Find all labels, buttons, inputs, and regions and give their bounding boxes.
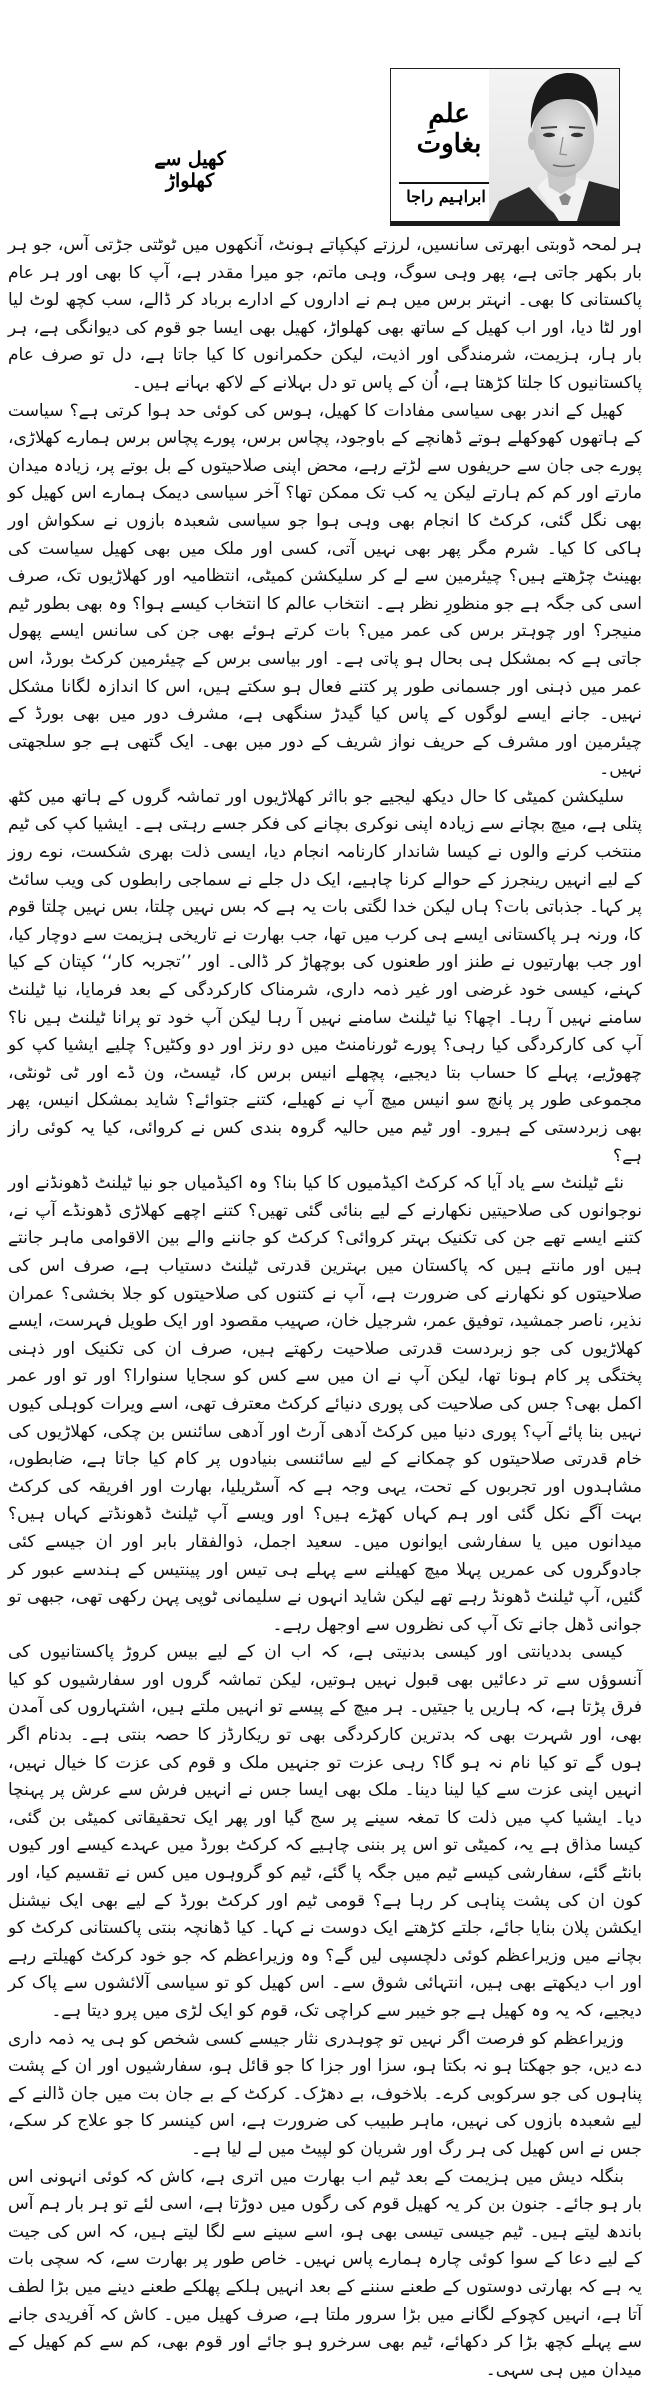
article-paragraph: کیسی بددیانتی اور کیسی بدنیتی ہے، کہ اب ان کے لیے بیس کروڑ پاکستانیوں کی آنسوؤں سے تر دعائیں بھی قبول نہیں ہوتیں، لیکن تماشہ گروں اور سفارشیوں کو کیا فرق پڑتا ہے، کہ ہاریں یا جیتیں۔ ہر میچ کے پیسے تو انہیں ملتے ہیں، اشتہاروں کی آمدن بھی، اور شہرت بھی کہ بدترین کارکردگی بھی تو ریکارڈز کا حصہ بنتی ہے۔ بدنام اگر ہوں گے تو کیا نام نہ ہو گا؟ رہی عزت تو جنہیں ملک و قوم کی عزت کا خیال نہیں، انہیں اپنی عزت سے کیا لینا دینا۔ ملک بھی ایسا جس نے انہیں فرش سے عرش پر پہنچا دیا۔ ایشیا کپ میں ذلت کا تمغہ سینے پر سج گیا اور پھر ایک تحقیقاتی کمیٹی بن گئی، کیسا مذاق ہے یہ، کمیٹی تو اس پر بننی چاہیے کہ کرکٹ بورڈ میں عہدے کیسے اور کیوں بانٹے گئے، سفارشی کیسے ٹیم میں جگہ پا گئے، ٹیم کو گروہوں میں کس نے تقسیم کیا، اور کون ان کی پشت پناہی کر رہا ہے؟ قومی ٹیم اور کرکٹ بورڈ کے لیے بھی ایک نیشنل ایکشن پلان بنایا جائے، جلتے کڑھتے ایک دوست نے کہا۔ کیا ڈھانچہ بنتی پاکستانی کرکٹ کو بچانے میں وزیراعظم کوئی دلچسپی لیں گے؟ وہ وزیراعظم کہ جو خود کرکٹ کھیلتے رہے اور اب دیکھتے بھی ہیں، انتہائی شوق سے۔ اس کھیل کو تو سیاسی آلائشوں سے پاک کر دیجیے، کہ یہ وہ کھیل ہے جو خیبر سے کراچی تک، قوم کو ایک لڑی میں پرو دیتا ہے۔ [8, 1642, 642, 2021]
article-paragraph: ہر لمحہ ڈوبتی ابھرتی سانسیں، لرزتے کپکپاتے ہونٹ، آنکھوں میں ٹوٹتی جڑتی آس، جو ہر بار بکھر جاتی ہے، پھر وہی سوگ، وہی ماتم، جو میرا مقدر ہے، آپ کا بھی اور ہر عام پاکستانی کا بھی۔ انہتر برس میں ہم نے اداروں کے ادارے برباد کر ڈالے، سب کچھ لوٹ لیا اور لٹا دیا، اور اب کھیل کے ساتھ بھی کھلواڑ، کھیل بھی ایسا جو قوم کی دیوانگی ہے، ہر بار ہار، ہزیمت، شرمندگی اور اذیت، لیکن حکمرانوں کا کیا جاتا ہے، دل تو صرف عام پاکستانیوں کا جلتا کڑھتا ہے، اُن کے پاس تو دل بہلانے کے لاکھ بہانے ہیں۔ [8, 235, 642, 393]
article-paragraph: کھیل کے اندر بھی سیاسی مفادات کا کھیل، ہوس کی کوئی حد ہوا کرتی ہے؟ سیاست کے ہاتھوں کھوکھلے ہوتے ڈھانچے کے باوجود، پچاس برس، پورے پچاس برس ہمارے کھلاڑی، پورے جی جان سے حریفوں سے لڑتے رہے، محض اپنی صلاحیتوں کے بل بوتے پر، زیادہ میدان مارتے اور کم کم ہارتے لیکن یہ کب تک ممکن تھا؟ آخر سیاسی دیمک ہمارے اس کھیل کو بھی نگل گئی، کرکٹ کا انجام بھی وہی ہوا جو سیاسی شعبدہ بازوں نے سکواش اور ہاکی کا کیا۔ شرم مگر پھر بھی نہیں آتی، کسی اور ملک میں بھی کھیل سیاست کی بھینٹ چڑھتے ہیں؟ چیئرمین سے لے کر سلیکشن کمیٹی، انتظامیہ اور کھلاڑیوں تک، صرف اسی کی جگہ ہے جو منظورِ نظر ہے۔ انتخاب عالم کا انتخاب کیسے ہوا؟ وہ بھی بطور ٹیم منیجر؟ اور چوہتر برس کی عمر میں؟ بات کرتے ہوئے بھی جن کی سانس ایسے پھول جاتی ہے کہ بمشکل ہی بحال ہو پاتی ہے۔ اور بیاسی برس کے چیئرمین کرکٹ بورڈ، اس عمر میں ذہنی اور جسمانی طور پر کتنے فعال ہو سکتے ہیں، اس کا اندازہ لگانا مشکل نہیں۔ جانے ایسے لوگوں کے پاس کیا گیدڑ سنگھی ہے، مشرف دور میں بھی بورڈ کے چیئرمین اور مشرف کے حریف نواز شریف کے دور میں بھی۔ ایک گتھی ہے جو سلجھتی نہیں۔ [8, 400, 642, 780]
article-paragraph: نئے ٹیلنٹ سے یاد آیا کہ کرکٹ اکیڈمیوں کا کیا بنا؟ وہ اکیڈمیاں جو نیا ٹیلنٹ ڈھونڈنے اور نوجوانوں کی صلاحیتیں نکھارنے کے لیے بنائی گئی تھیں؟ کتنے اچھے کھلاڑی ڈھونڈے آپ نے، کتنے ایسے تھے جن کی تکنیک بہتر کروائی؟ کرکٹ کو جاننے والے بین الاقوامی ماہر جانتے ہیں اور مانتے ہیں کہ پاکستان میں بہترین قدرتی ٹیلنٹ دستیاب ہے، صرف اس کی صلاحیتوں کو نکھارنے کی ضرورت ہے، آپ نے کتنوں کی صلاحیتوں کو جلا بخشی؟ عمران نذیر، ناصر جمشید، توفیق عمر، شرجیل خان، صہیب مقصود اور ایک طویل فہرست، ایسے کھلاڑیوں کی جو زبردست قدرتی صلاحیت رکھتے ہیں، صرف ان کی تکنیک اور ذہنی پختگی پر کام ہونا تھا، لیکن آپ نے ان میں سے کس کو سجایا سنوارا؟ اور تو اور عمر اکمل بھی؟ جس کی صلاحیت کی پوری دنیائے کرکٹ معترف تھی، اسے ویرات کوہلی کیوں نہیں بنا پائے آپ؟ پوری دنیا میں کرکٹ آدھی آرٹ اور آدھی سائنس بن چکی، کھلاڑیوں کی خام قدرتی صلاحیتوں کو چمکانے کے لیے سائنسی بنیادوں پر کام کیا جاتا ہے، ضابطوں، مشاہدوں اور تجربوں کے تحت، یہی وجہ ہے کہ آسٹریلیا، بھارت اور افریقہ کی کرکٹ بہت آگے نکل گئی اور ہم کہاں کھڑے ہیں؟ اور ویسے آپ ٹیلنٹ ڈھونڈتے کہاں ہیں؟ میدانوں میں یا سفارشی ایوانوں میں۔ سعید اجمل، ذوالفقار بابر اور ان جیسے کئی جادوگروں کی عمریں پہلا میچ کھیلنے سے پہلے ہی تیس اور پینتیس کے ہندسے عبور کر گئیں، آپ ٹیلنٹ ڈھونڈ رہے تھے لیکن شاید انہوں نے سلیمانی ٹوپی پہن رکھی تھی، جبھی تو جوانی ڈھل جانے تک آپ کی نظروں سے اوجھل رہے۔ [8, 1173, 642, 1635]
author-photo [489, 69, 619, 221]
article-headline: کھیل سے کھلواڑ [154, 148, 226, 192]
divider-rule [399, 182, 497, 184]
article-body [8, 232, 642, 2384]
article-paragraph: وزیراعظم کو فرصت اگر نہیں تو چوہدری نثار جیسے کسی شخص کو ہی یہ ذمہ داری دے دیں، جو جھکتا ہو نہ بکتا ہو، سزا اور جزا کا جو قائل ہو، سفارشیوں اور ان کے پشت پناہوں کی جو سرکوبی کرے۔ بلاخوف، بے دھڑک۔ کرکٹ کے بے جان بت میں جان ڈالنے کے لیے شعبدہ بازوں کی نہیں، ماہر طبیب کی ضرورت ہے، اس کینسر کا جو علاج کر سکے، جس نے اس کھیل کی ہر رگ اور شریان کو لپیٹ میں لے لیا ہے۔ [8, 2028, 642, 2159]
article-paragraph: بنگلہ دیش میں ہزیمت کے بعد ٹیم اب بھارت میں اتری ہے، کاش کہ کوئی انہونی اس بار ہو جائے۔ جنون بن کر یہ کھیل قوم کی رگوں میں دوڑتا ہے، اسی لئے تو ہر بار ہم آس باندھ لیتے ہیں۔ ٹیم جیسی تیسی بھی ہو، اسے سینے سے لگا لیتے ہیں، کہ اس کی جیت کے لیے دعا کے سوا کوئی چارہ ہمارے پاس نہیں۔ خاص طور پر بھارت سے، کہ سچی بات یہ ہے کہ بھارتی دوستوں کے طعنے سننے کے بعد انہیں ہلکے پھلکے طعنے دینے میں بڑا لطف آتا ہے، انہیں کچوکے لگانے میں بڑا سرور ملتا ہے، صرف کھیل میں۔ کاش کہ آفریدی جانے سے پہلے کچھ بڑا کر دکھائے، ٹیم بھی سرخرو ہو جائے اور قوم بھی، کم سے کم کھیل کے میدان میں ہی سہی۔ [8, 2166, 642, 2380]
column-logo-box [390, 68, 620, 226]
column-header [0, 0, 650, 230]
column-name: علمِ بغاوت [416, 99, 482, 159]
author-name: ابراہیم راجا [406, 187, 486, 206]
article-paragraph: سلیکشن کمیٹی کا حال دیکھ لیجیے جو بااثر کھلاڑیوں اور تماشہ گروں کے ہاتھ میں کٹھ پتلی ہے، میچ بچانے سے زیادہ اپنی نوکری بچانے کی فکر جسے رہتی ہے۔ ایشیا کپ کی ٹیم منتخب کرنے والوں نے کیسا شاندار کارنامہ انجام دیا، ایسی ذلت بھری شکست، نوے روز کے لیے انہیں رینجرز کے حوالے کرنا چاہیے، ایک دل جلے نے سماجی رابطوں کی ویب سائٹ پر کہا۔ جذباتی بات؟ ہاں لیکن خدا لگتی بات یہ ہے کہ بس نہیں چلتا، بس نہیں چلتا قوم کا، ورنہ ہر پاکستانی ایسے ہی کرب میں تھا، جب بھارت نے تاریخی ہزیمت سے دوچار کیا، اور جب بھارتیوں نے طنز اور طعنوں کی بوچھاڑ کر ڈالی۔ اور ’’تجربہ کار‘‘ کپتان کے کیا کہنے، کیسی خود غرضی اور غیر ذمہ داری، شرمناک کارکردگی کے بعد فرمایا، نیا ٹیلنٹ سامنے نہیں آ رہا۔ اچھا؟ نیا ٹیلنٹ سامنے نہیں آ رہا لیکن آپ خود تو پرانا ٹیلنٹ ہیں نا؟ آپ کی کارکردگی کیا رہی؟ پورے ٹورنامنٹ میں دو رنز اور دو وکٹیں؟ چلیے ایشیا کپ کو چھوڑیے، پہلے کا حساب بتا دیجیے، پچھلے انیس برس کا، ٹیسٹ، ون ڈے اور ٹی ٹونٹی، مجموعی طور پر پانچ سو انیس میچ آپ نے کھیلے، کتنے جتوائے؟ شاید بمشکل انیس، پھر بھی زبردستی کے ہیرو۔ اور ٹیم میں حالیہ گروہ بندی کس نے کروائی، کیا یہ کوئی راز ہے؟ [8, 786, 643, 1166]
